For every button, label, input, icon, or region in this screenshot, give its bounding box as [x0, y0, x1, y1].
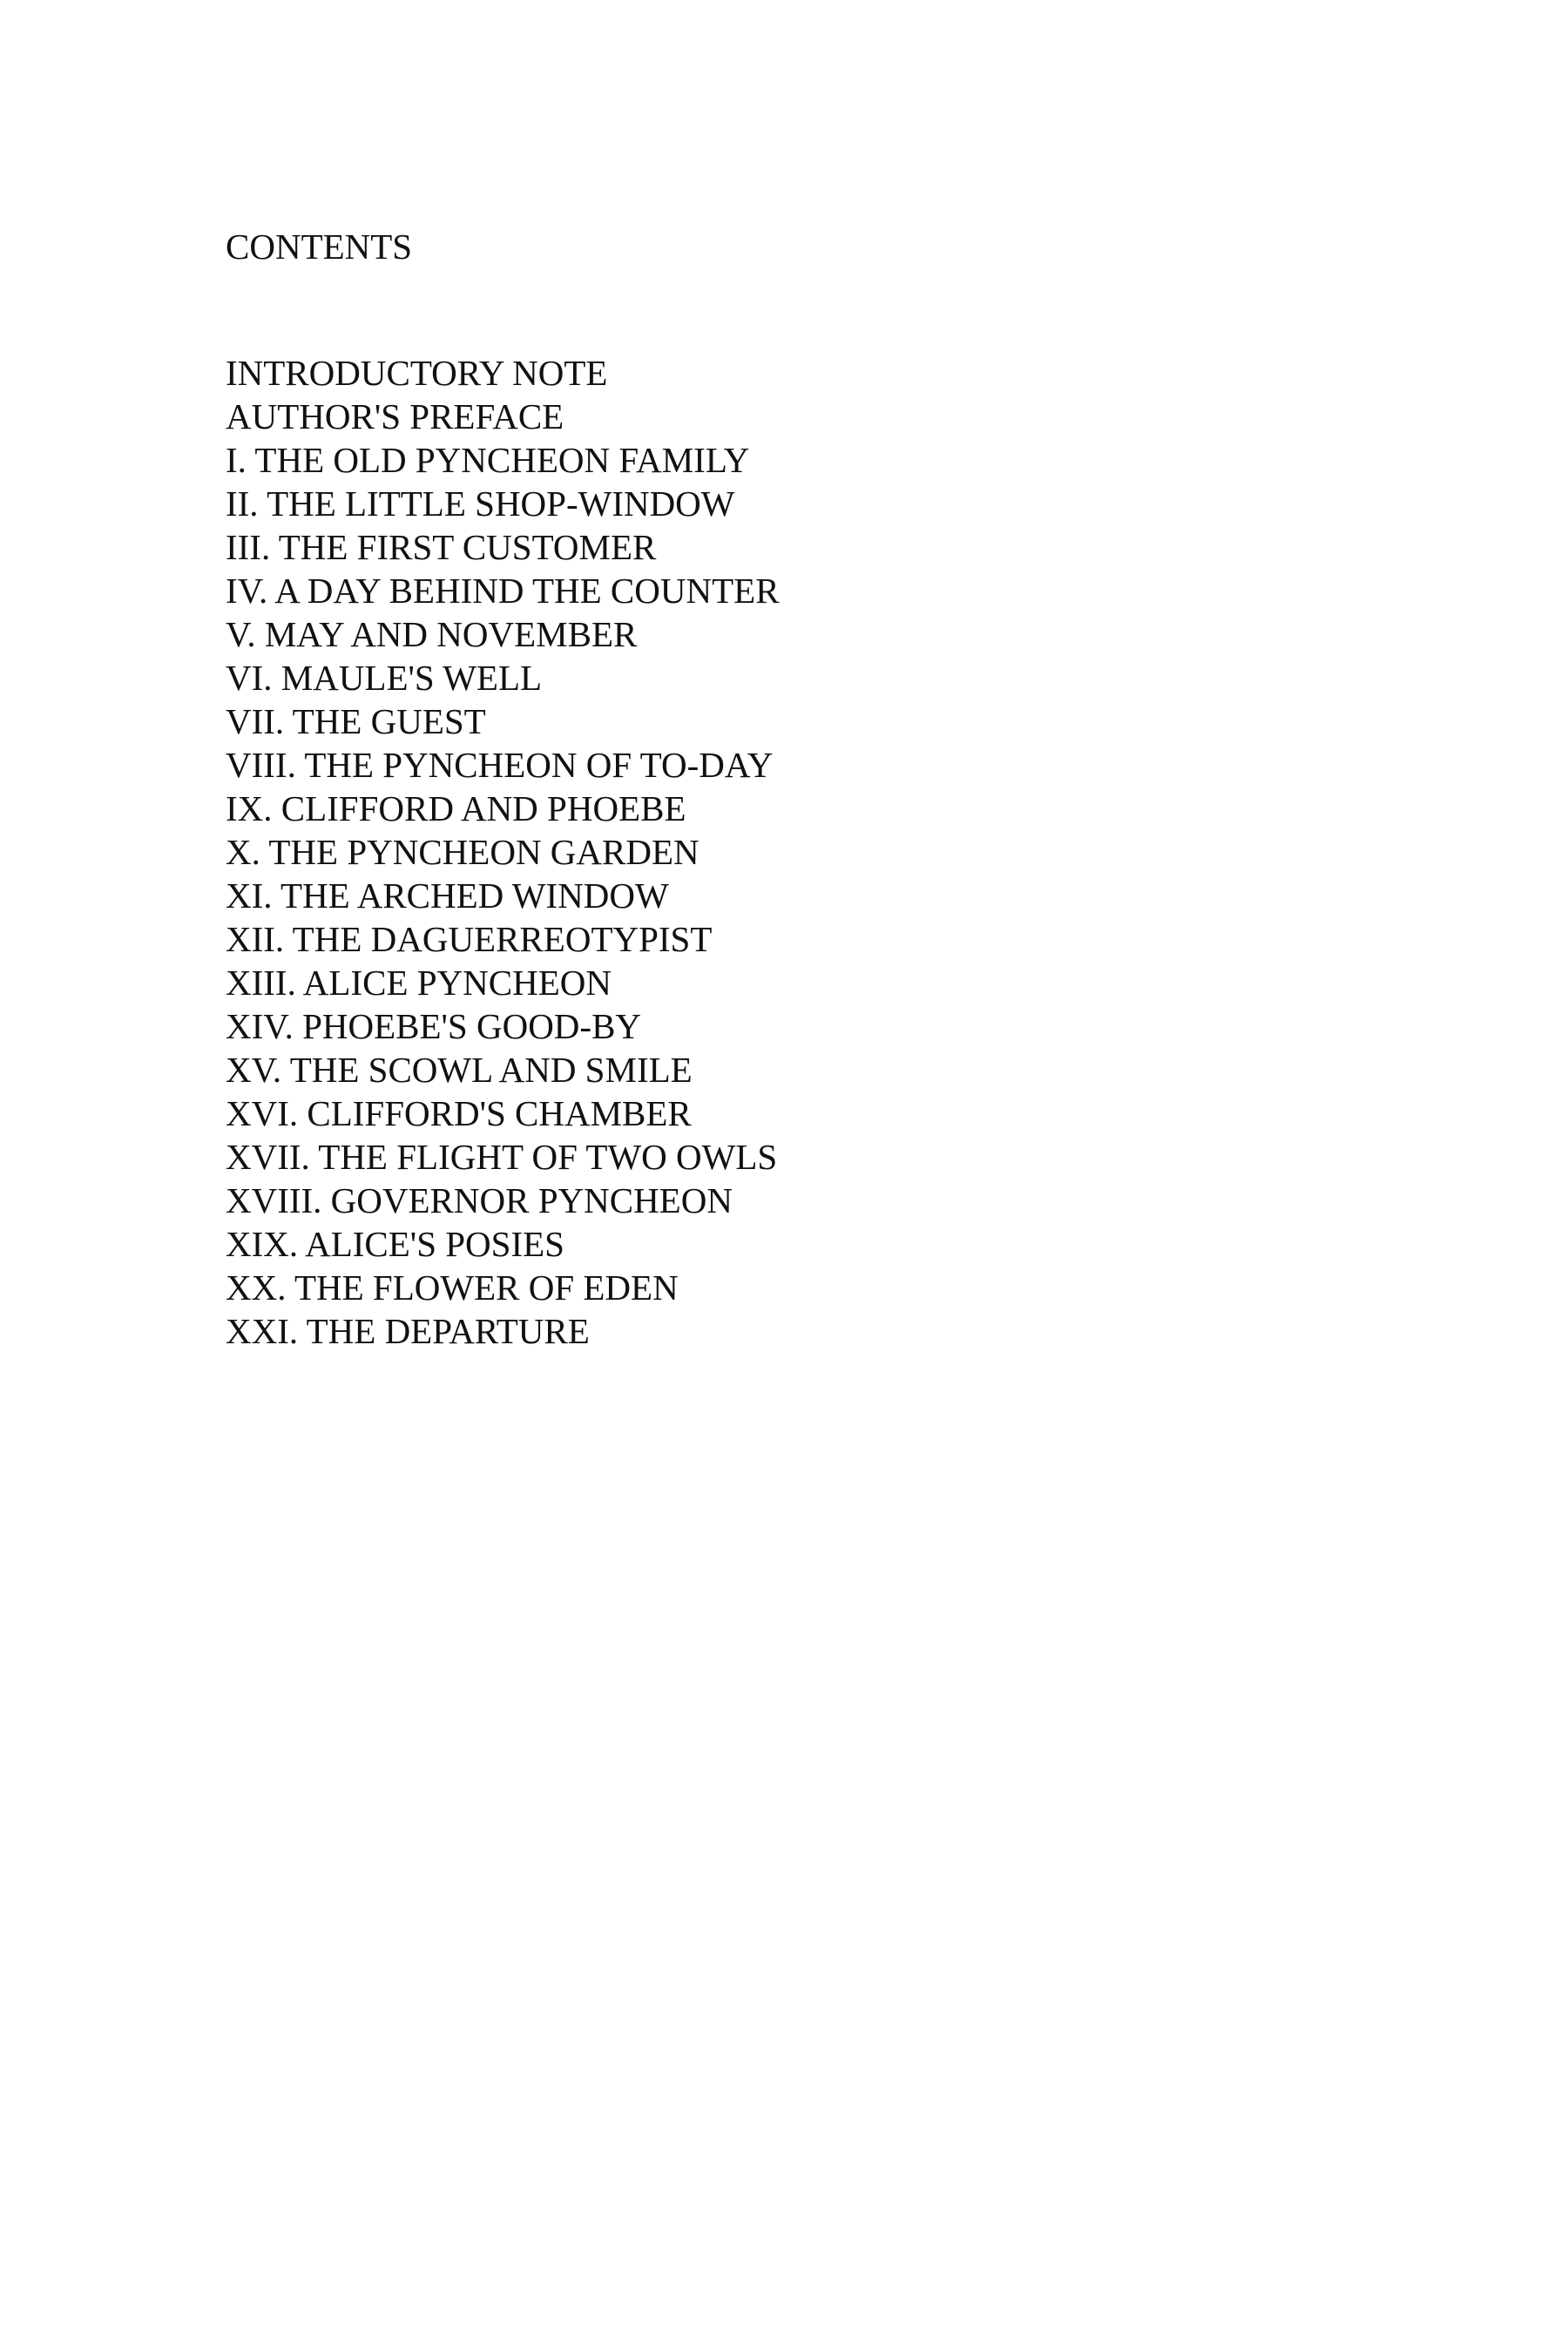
toc-entry: II. THE LITTLE SHOP-WINDOW	[226, 483, 735, 524]
toc-entry: XVI. CLIFFORD'S CHAMBER	[226, 1093, 692, 1133]
toc-entry: X. THE PYNCHEON GARDEN	[226, 832, 700, 872]
toc-entry: III. THE FIRST CUSTOMER	[226, 527, 657, 567]
toc-entry: XIV. PHOEBE'S GOOD-BY	[226, 1006, 642, 1046]
toc-entry: VIII. THE PYNCHEON OF TO-DAY	[226, 745, 774, 785]
table-of-contents	[226, 351, 780, 1353]
toc-entry: VII. THE GUEST	[226, 701, 486, 741]
toc-entry: XVIII. GOVERNOR PYNCHEON	[226, 1180, 733, 1220]
toc-entry: V. MAY AND NOVEMBER	[226, 614, 638, 654]
toc-entry: IV. A DAY BEHIND THE COUNTER	[226, 571, 780, 611]
toc-entry: AUTHOR'S PREFACE	[226, 396, 564, 436]
toc-entry: XIX. ALICE'S POSIES	[226, 1224, 564, 1264]
toc-entry: XV. THE SCOWL AND SMILE	[226, 1050, 693, 1090]
toc-entry: XI. THE ARCHED WINDOW	[226, 875, 669, 916]
toc-entry: XII. THE DAGUERREOTYPIST	[226, 919, 713, 959]
contents-heading: CONTENTS	[226, 226, 413, 267]
toc-entry: XX. THE FLOWER OF EDEN	[226, 1267, 679, 1308]
toc-entry: XIII. ALICE PYNCHEON	[226, 963, 612, 1003]
toc-entry: IX. CLIFFORD AND PHOEBE	[226, 788, 686, 828]
toc-entry: XXI. THE DEPARTURE	[226, 1311, 590, 1351]
toc-entry: I. THE OLD PYNCHEON FAMILY	[226, 440, 750, 480]
toc-entry: INTRODUCTORY NOTE	[226, 353, 608, 393]
toc-entry: XVII. THE FLIGHT OF TWO OWLS	[226, 1137, 778, 1177]
toc-entry: VI. MAULE'S WELL	[226, 658, 543, 698]
